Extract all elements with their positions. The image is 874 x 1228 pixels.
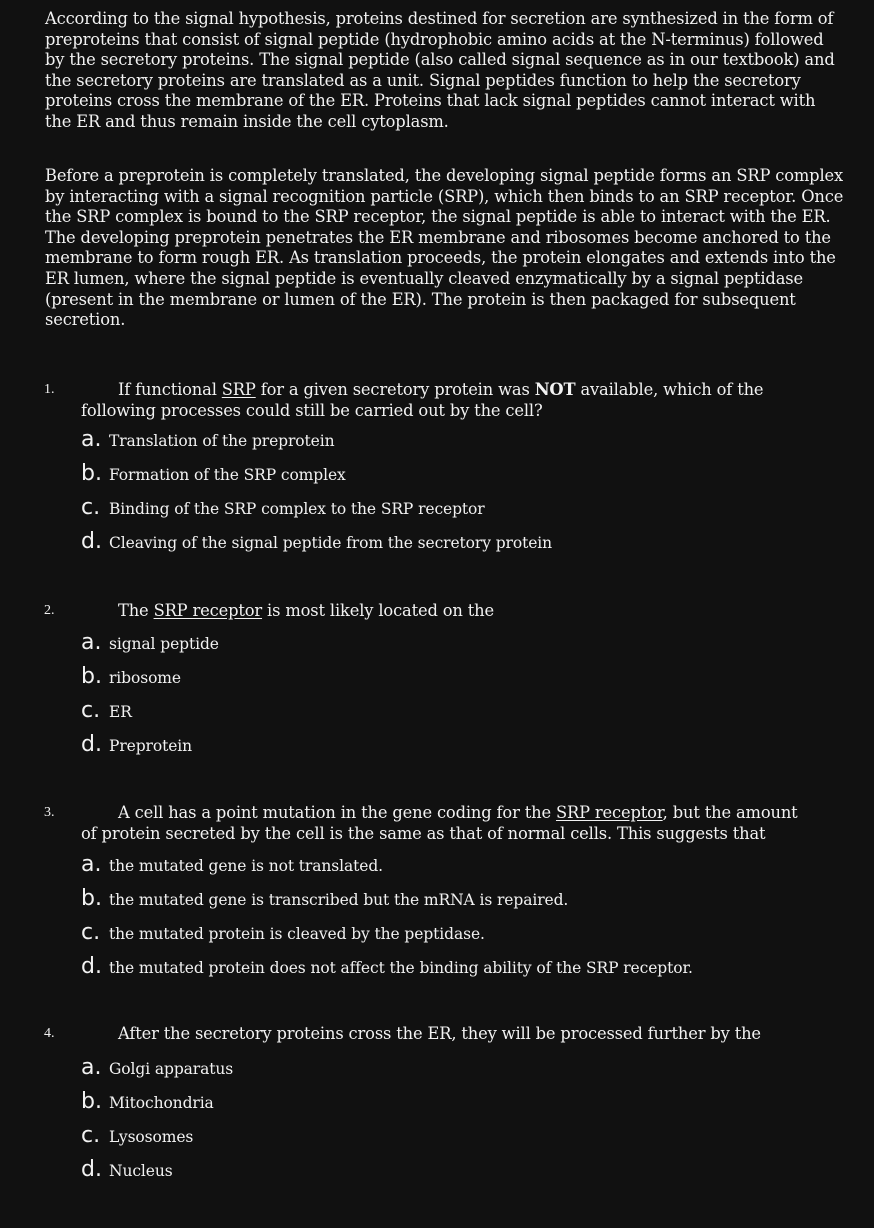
option-letter: d. [81,529,102,554]
option-text: the mutated gene is not translated. [109,857,383,875]
answer-option-a[interactable] [81,852,383,877]
stem-text: If functional [118,380,222,399]
question-stem [81,803,801,844]
stem-bold-term: NOT [534,380,576,399]
option-letter: b. [81,886,102,911]
option-letter: a. [81,630,102,655]
answer-option-b[interactable] [81,461,346,486]
option-text: Binding of the SRP complex to the SRP receptor [109,500,485,518]
stem-text: , but the amount of protein secreted by the cell is the same as that of normal cells. This suggests that [81,803,798,843]
option-letter: c. [81,1123,101,1148]
answer-option-a[interactable] [81,427,335,452]
option-letter: c. [81,698,101,723]
question-number: 4. [44,1026,55,1041]
stem-text: The [118,601,154,620]
option-letter: c. [81,495,101,520]
answer-option-a[interactable] [81,630,219,655]
answer-option-b[interactable] [81,664,181,689]
option-letter: d. [81,1157,102,1182]
option-letter: a. [81,852,102,877]
stem-underlined-term: SRP receptor [153,601,263,620]
option-letter: b. [81,1089,102,1114]
answer-option-d[interactable] [81,1157,173,1182]
option-text: the mutated protein does not affect the binding ability of the SRP receptor. [109,959,693,977]
option-letter: c. [81,920,101,945]
option-letter: d. [81,954,102,979]
question-number: 1. [44,382,55,397]
answer-option-d[interactable] [81,954,693,979]
answer-option-b[interactable] [81,1089,214,1114]
option-text: Mitochondria [109,1094,214,1112]
question-stem [81,380,801,421]
option-text: ER [109,703,132,721]
option-text: the mutated gene is transcribed but the mRNA is repaired. [109,891,569,909]
question-number: 3. [44,805,55,820]
option-text: the mutated protein is cleaved by the peptidase. [109,925,485,943]
answer-option-a[interactable] [81,1055,234,1080]
stem-underlined-term: SRP receptor [555,803,663,822]
option-letter: b. [81,461,102,486]
option-text: Translation of the preprotein [109,432,335,450]
option-letter: a. [81,1055,102,1080]
option-letter: b. [81,664,102,689]
stem-text: available, which of the following processes could still be carried out by the cell? [81,380,764,420]
option-text: ribosome [109,669,181,687]
option-letter: d. [81,732,102,757]
option-text: Golgi apparatus [109,1060,234,1078]
option-text: Cleaving of the signal peptide from the secretory protein [109,534,553,552]
answer-option-c[interactable] [81,495,485,520]
question-stem: After the secretory proteins cross the ER, they will be processed further by the [118,1024,761,1043]
passage-paragraph-1: According to the signal hypothesis, proteins destined for secretion are synthesized in the form of preproteins that consist of signal peptide (hydrophobic amino acids at the N-terminus) followed by the secretory proteins. The signal peptide (also called signal sequence as in our textbook) and the secretory proteins are translated as a unit. Signal peptides function to help the secretory proteins cross the membrane of the ER. Proteins that lack signal peptides cannot interact with the ER and thus remain inside the cell cytoplasm. [45,9,835,131]
answer-option-d[interactable] [81,732,193,757]
option-text: Lysosomes [109,1128,194,1146]
stem-text: is most likely located on the [262,601,494,620]
answer-option-d[interactable] [81,529,553,554]
stem-underlined-term: SRP [221,380,256,399]
option-text: signal peptide [109,635,219,653]
answer-option-c[interactable] [81,1123,194,1148]
stem-text: for a given secretory protein was [255,380,535,399]
question-stem [81,601,801,622]
stem-text: A cell has a point mutation in the gene coding for the [118,803,556,822]
option-text: Preprotein [109,737,193,755]
option-text: Nucleus [109,1162,173,1180]
option-letter: a. [81,427,102,452]
answer-option-c[interactable] [81,698,132,723]
answer-option-c[interactable] [81,920,485,945]
question-number: 2. [44,603,55,618]
answer-option-b[interactable] [81,886,569,911]
option-text: Formation of the SRP complex [109,466,346,484]
passage-paragraph-2: Before a preprotein is completely translated, the developing signal peptide forms an SRP complex by interacting with a signal recognition particle (SRP), which then binds to an SRP receptor. Once the SRP complex is bound to the SRP receptor, the signal peptide is able to interact with the ER. The developing preprotein penetrates the ER membrane and ribosomes become anchored to the membrane to form rough ER. As translation proceeds, the protein elongates and extends into the ER lumen, where the signal peptide is eventually cleaved enzymatically by a signal peptidase (present in the membrane or lumen of the ER). The protein is then packaged for subsequent secretion. [45,166,844,330]
